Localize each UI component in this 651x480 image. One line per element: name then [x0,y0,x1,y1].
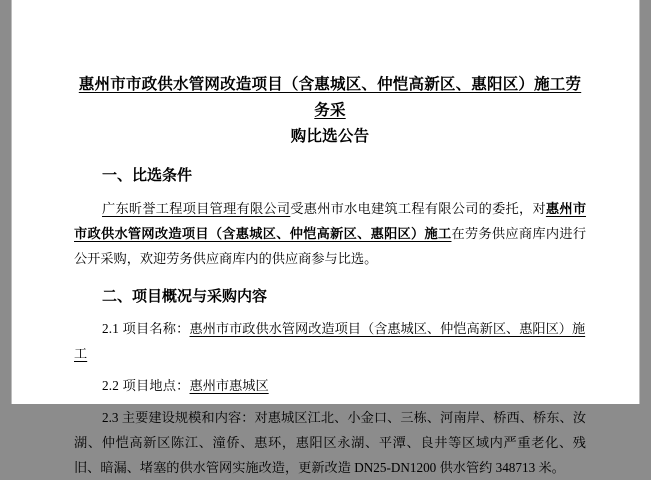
document-title-line-1: 惠州市市政供水管网改造项目（含惠城区、仲恺高新区、惠阳区）施工劳务采 [78,76,582,119]
page-bottom-edge [0,404,651,410]
section-heading-2: 二、项目概况与采购内容 [102,289,268,305]
item-project-location-label: 2.2 项目地点： [102,378,190,393]
section-1-text-a: 受惠州市水电建筑工程有限公司的委托，对 [290,201,546,216]
item-project-location-value: 惠州市惠城区 [189,378,269,393]
item-project-name-label: 2.1 项目名称： [102,321,190,336]
section-1-paragraph [74,188,586,271]
section-1-text-b: 在劳务供应商库内进行公开采购，欢迎劳务供应商库内的供应商参与比选。 [74,226,587,266]
item-project-location [74,366,586,398]
item-project-name-value: 惠州市市政供水管网改造项目（含惠城区、仲恺高新区、惠阳区）施工 [74,321,586,361]
section-heading-1: 一、比选条件 [102,168,193,184]
document-page [12,0,639,475]
item-project-scope-label: 2.3 主要建设规模和内容： [102,410,255,425]
item-project-scope-value: 对惠城区江北、小金口、三栋、河南岸、桥西、桥东、汝湖、仲恺高新区陈江、潼侨、惠环，惠阳区永湖、平潭、良井等区域内严重老化、残旧、暗漏、堵塞的供水管网实施改造，更新改造 DN25-DN1200 供水管约 348713 米。 [74,410,587,475]
item-project-name [74,309,586,366]
bidding-agent-name: 广东昕誉工程项目管理有限公司 [102,201,291,216]
document-title-line-2: 购比选公告 [290,128,370,145]
document-title [74,0,586,150]
item-project-scope [74,398,586,480]
project-name-inline: 惠州市市政供水管网改造项目（含惠城区、仲恺高新区、惠阳区）施工 [74,201,587,241]
